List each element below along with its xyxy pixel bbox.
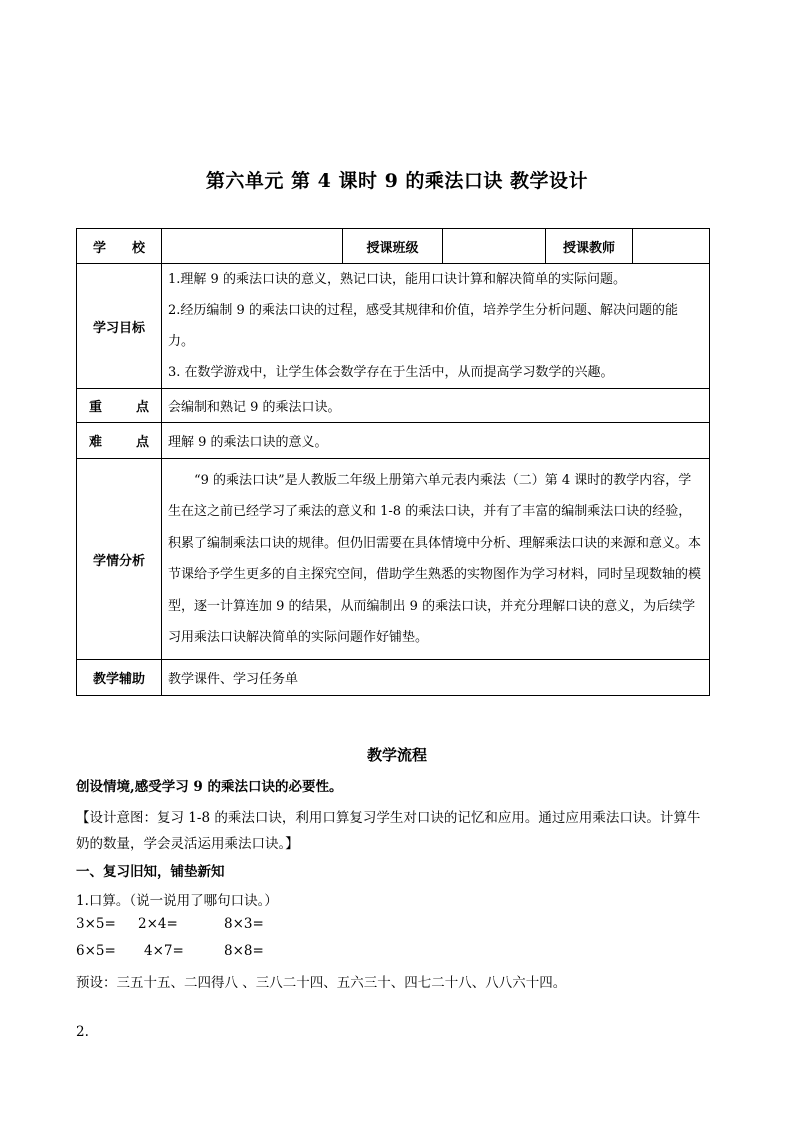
school-label: 学 校 [77,229,162,264]
key-point-label [77,389,162,423]
calc-row-1 [76,916,716,932]
calc-row-2 [76,943,716,959]
aids-row [77,660,710,696]
header-row [77,229,710,264]
item-2-label: 2. [76,1024,89,1040]
objectives-content [162,264,710,389]
school-value [162,229,343,264]
key-point-row [77,389,710,423]
teacher-label: 授课教师 [546,229,633,264]
difficulty-text: 理解 9 的乘法口诀的意义。 [162,423,710,459]
key-point-label-a: 重 [89,400,103,415]
key-point-label-b: 点 [135,400,149,415]
intro-heading: 创设情境,感受学习 9 的乘法口诀的必要性。 [76,779,343,795]
calc-item: 2×4= [138,916,178,932]
objective-item: 1.理解 9 的乘法口诀的意义，熟记口诀，能用口诀计算和解决简单的实际问题。 [168,272,626,287]
design-intent-line-2: 奶的数量，学会灵活运用乘法口诀。】 [76,836,299,852]
objectives-label: 学习目标 [77,264,162,389]
preset-answers: 预设：三五十五、二四得八 、三八二十四、五六三十、四七二十八、八八六十四。 [76,975,567,991]
class-value [443,229,546,264]
analysis-row [77,459,710,660]
analysis-text: “9 的乘法口诀”是人教版二年级上册第六单元表内乘法（二）第 4 课时的教学内容，学生在这之前已经学习了乘法的意义和 1-8 的乘法口诀，并有了丰富的编制乘法口诀的经验，积累了编制乘法口诀的规律。但仍旧需要在具体情境中分析、理解乘法口诀的来源和意义。本节课给予学生更多的自主探究空间，借助学生熟悉的实物图作为学习材料，同时呈现数轴的模型，逐一计算连加 9 的结果，从而编制出 9 的乘法口诀，并充分理解口诀的意义，为后续学习用乘法口诀解决简单的实际问题作好铺垫。 [162,459,710,660]
objective-item: 2.经历编制 9 的乘法口诀的过程，感受其规律和价值，培养学生分析问题、解决问题的能力。 [168,303,678,349]
aids-label: 教学辅助 [77,660,162,696]
lesson-info-table [76,228,710,696]
flow-title: 教学流程 [366,746,427,764]
key-point-text: 会编制和熟记 9 的乘法口诀。 [162,389,710,423]
section-1-heading: 一、复习旧知，铺垫新知 [76,864,225,880]
oral-calc-instruction: 1.口算。（说一说用了哪句口诀。） [76,893,278,909]
design-intent-line-1: 【设计意图：复习 1-8 的乘法口诀，利用口算复习学生对口诀的记忆和应用。通过应用乘法口诀。计算牛 [76,810,701,826]
difficulty-label-b: 点 [135,435,149,450]
difficulty-row [77,423,710,459]
calc-item: 8×3= [224,916,264,932]
calc-item: 6×5= [76,943,116,959]
calc-item: 3×5= [76,916,116,932]
calc-item: 8×8= [224,943,264,959]
page-title: 第六单元 第 4 课时 9 的乘法口诀 教学设计 [205,170,589,192]
objective-item: 3. 在数学游戏中，让学生体会数学存在于生活中，从而提高学习数学的兴趣。 [168,365,614,380]
aids-text: 教学课件、学习任务单 [162,660,710,696]
class-label: 授课班级 [343,229,443,264]
calc-item: 4×7= [144,943,184,959]
difficulty-label-a: 难 [89,435,103,450]
difficulty-label [77,423,162,459]
teacher-value [633,229,710,264]
objectives-row [77,264,710,389]
analysis-label: 学情分析 [77,459,162,660]
